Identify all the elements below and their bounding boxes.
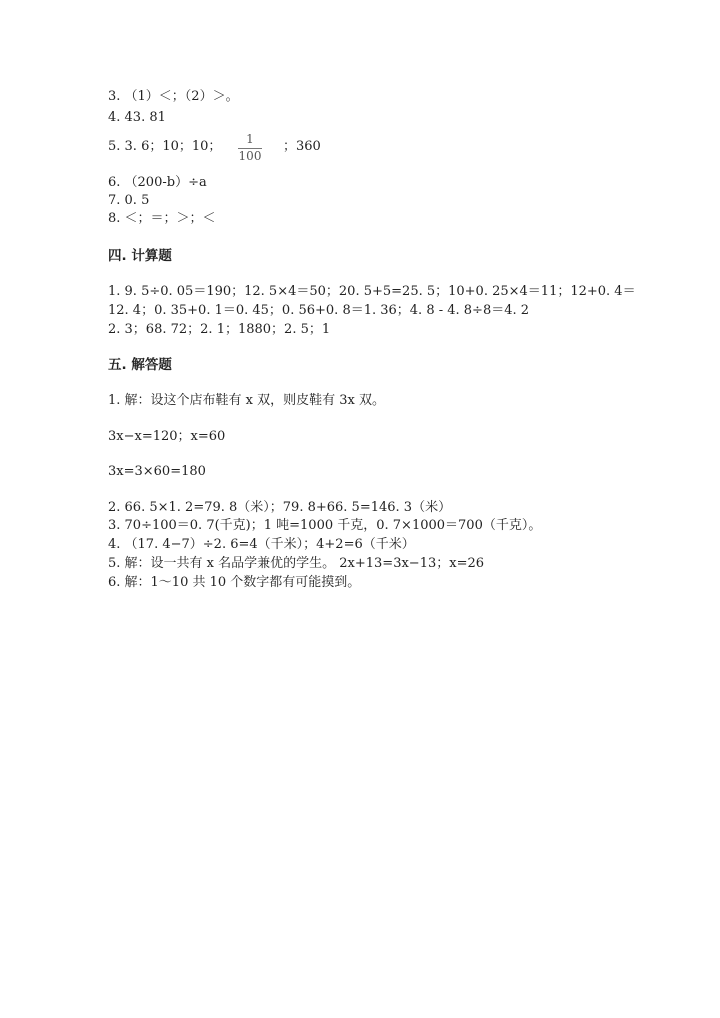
answer-line-8: 8. ＜；＝；＞；＜ — [108, 211, 216, 226]
calc-line-1: 1. 9. 5÷0. 05＝190；12. 5×4＝50；20. 5+5=25. 5；10+0. 25×4＝11；12+0. 4＝ — [108, 284, 636, 299]
solve-line-8: 6. 解：1～10 共 10 个数字都有可能摸到。 — [108, 575, 361, 590]
calc-line-2: 12. 4；0. 35+0. 1＝0. 45；0. 56+0. 8＝1. 36；4. 8 - 4. 8÷8＝4. 2 — [108, 303, 530, 318]
answer-line-3: 3. （1）＜；（2）＞。 — [108, 89, 239, 104]
answer-line-5-prefix: 5. 3. 6；10；10； — [108, 139, 222, 154]
solve-line-3: 3x=3×60=180 — [108, 464, 206, 479]
calc-line-3: 2. 3；68. 72；2. 1；1880；2. 5；1 — [108, 322, 331, 337]
solve-line-1: 1. 解：设这个店布鞋有 x 双，则皮鞋有 3x 双。 — [108, 393, 385, 408]
solve-line-5: 3. 70÷100＝0. 7(千克)；1 吨=1000 千克，0. 7×1000＝700（千克）。 — [108, 518, 542, 533]
solve-line-4: 2. 66. 5×1. 2=79. 8（米）；79. 8+66. 5=146. 3（米） — [108, 500, 452, 515]
answer-line-4: 4. 43. 81 — [108, 110, 166, 125]
solve-line-2: 3x−x=120；x=60 — [108, 429, 226, 444]
section-5-title: 五. 解答题 — [108, 357, 172, 373]
fraction-one-hundredth — [238, 133, 262, 163]
solve-line-7: 5. 解：设一共有 x 名品学兼优的学生。 2x+13=3x−13；x=26 — [108, 556, 484, 571]
answer-line-6: 6. （200-b）÷a — [108, 175, 207, 190]
answer-line-5-suffix: ；360 — [283, 139, 321, 154]
answer-line-7: 7. 0. 5 — [108, 193, 150, 208]
fraction-numerator: 1 — [246, 132, 254, 146]
solve-line-6: 4. （17. 4−7）÷2. 6=4（千米）；4+2=6（千米） — [108, 537, 415, 552]
fraction-denominator: 100 — [238, 149, 262, 163]
section-4-title: 四. 计算题 — [108, 248, 172, 264]
